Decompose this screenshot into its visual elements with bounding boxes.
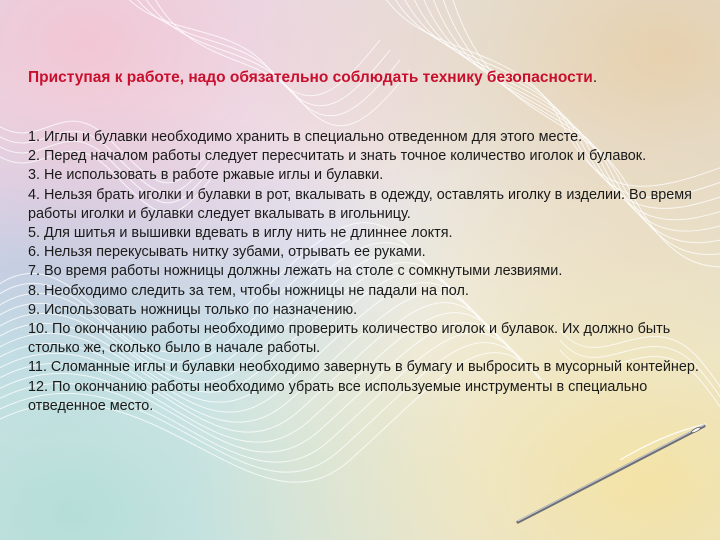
rule-item-8: 8. Необходимо следить за тем, чтобы ножницы не падали на пол. bbox=[28, 282, 469, 299]
rule-item-6: 6. Нельзя перекусывать нитку зубами, отрывать ее руками. bbox=[28, 244, 426, 261]
rule-item-4: 4. Нельзя брать иголки и булавки в рот, вкалывать в одежду, оставлять иголку в изделии. Во время работы иголки и булавки следует вкалывать в игольницу. bbox=[28, 186, 692, 222]
rule-item-5: 5. Для шитья и вышивки вдевать в иглу нить не длиннее локтя. bbox=[28, 225, 453, 242]
rule-item-1: 1. Иглы и булавки необходимо хранить в специально отведенном для этого месте. bbox=[28, 129, 583, 145]
slide-title-period: . bbox=[592, 69, 598, 86]
rule-item-10: 10. По окончанию работы необходимо проверить количество иголок и булавок. Их должно быть столько же, сколько было в начале работы. bbox=[28, 321, 671, 357]
rule-item-7: 7. Во время работы ножницы должны лежать на столе с сомкнутыми лезвиями. bbox=[28, 263, 563, 280]
rule-item-3: 3. Не использовать в работе ржавые иглы и булавки. bbox=[28, 167, 384, 184]
rule-item-2: 2. Перед началом работы следует пересчитать и знать точное количество иголок и булавок. bbox=[28, 148, 647, 165]
slide-title bbox=[28, 68, 708, 88]
rule-item-12: 12. По окончанию работы необходимо убрать все используемые инструменты в специально отведенное место. bbox=[28, 378, 648, 414]
sewing-needle-icon bbox=[510, 420, 710, 530]
rule-item-11: 11. Сломанные иглы и булавки необходимо завернуть в бумагу и выбросить в мусорный контейнер. bbox=[28, 359, 699, 376]
safety-rules-list bbox=[28, 128, 712, 416]
rule-item-9: 9. Использовать ножницы только по назначению. bbox=[28, 301, 358, 318]
slide-title-text: Приступая к работе, надо обязательно соблюдать технику безопасности bbox=[28, 69, 593, 86]
